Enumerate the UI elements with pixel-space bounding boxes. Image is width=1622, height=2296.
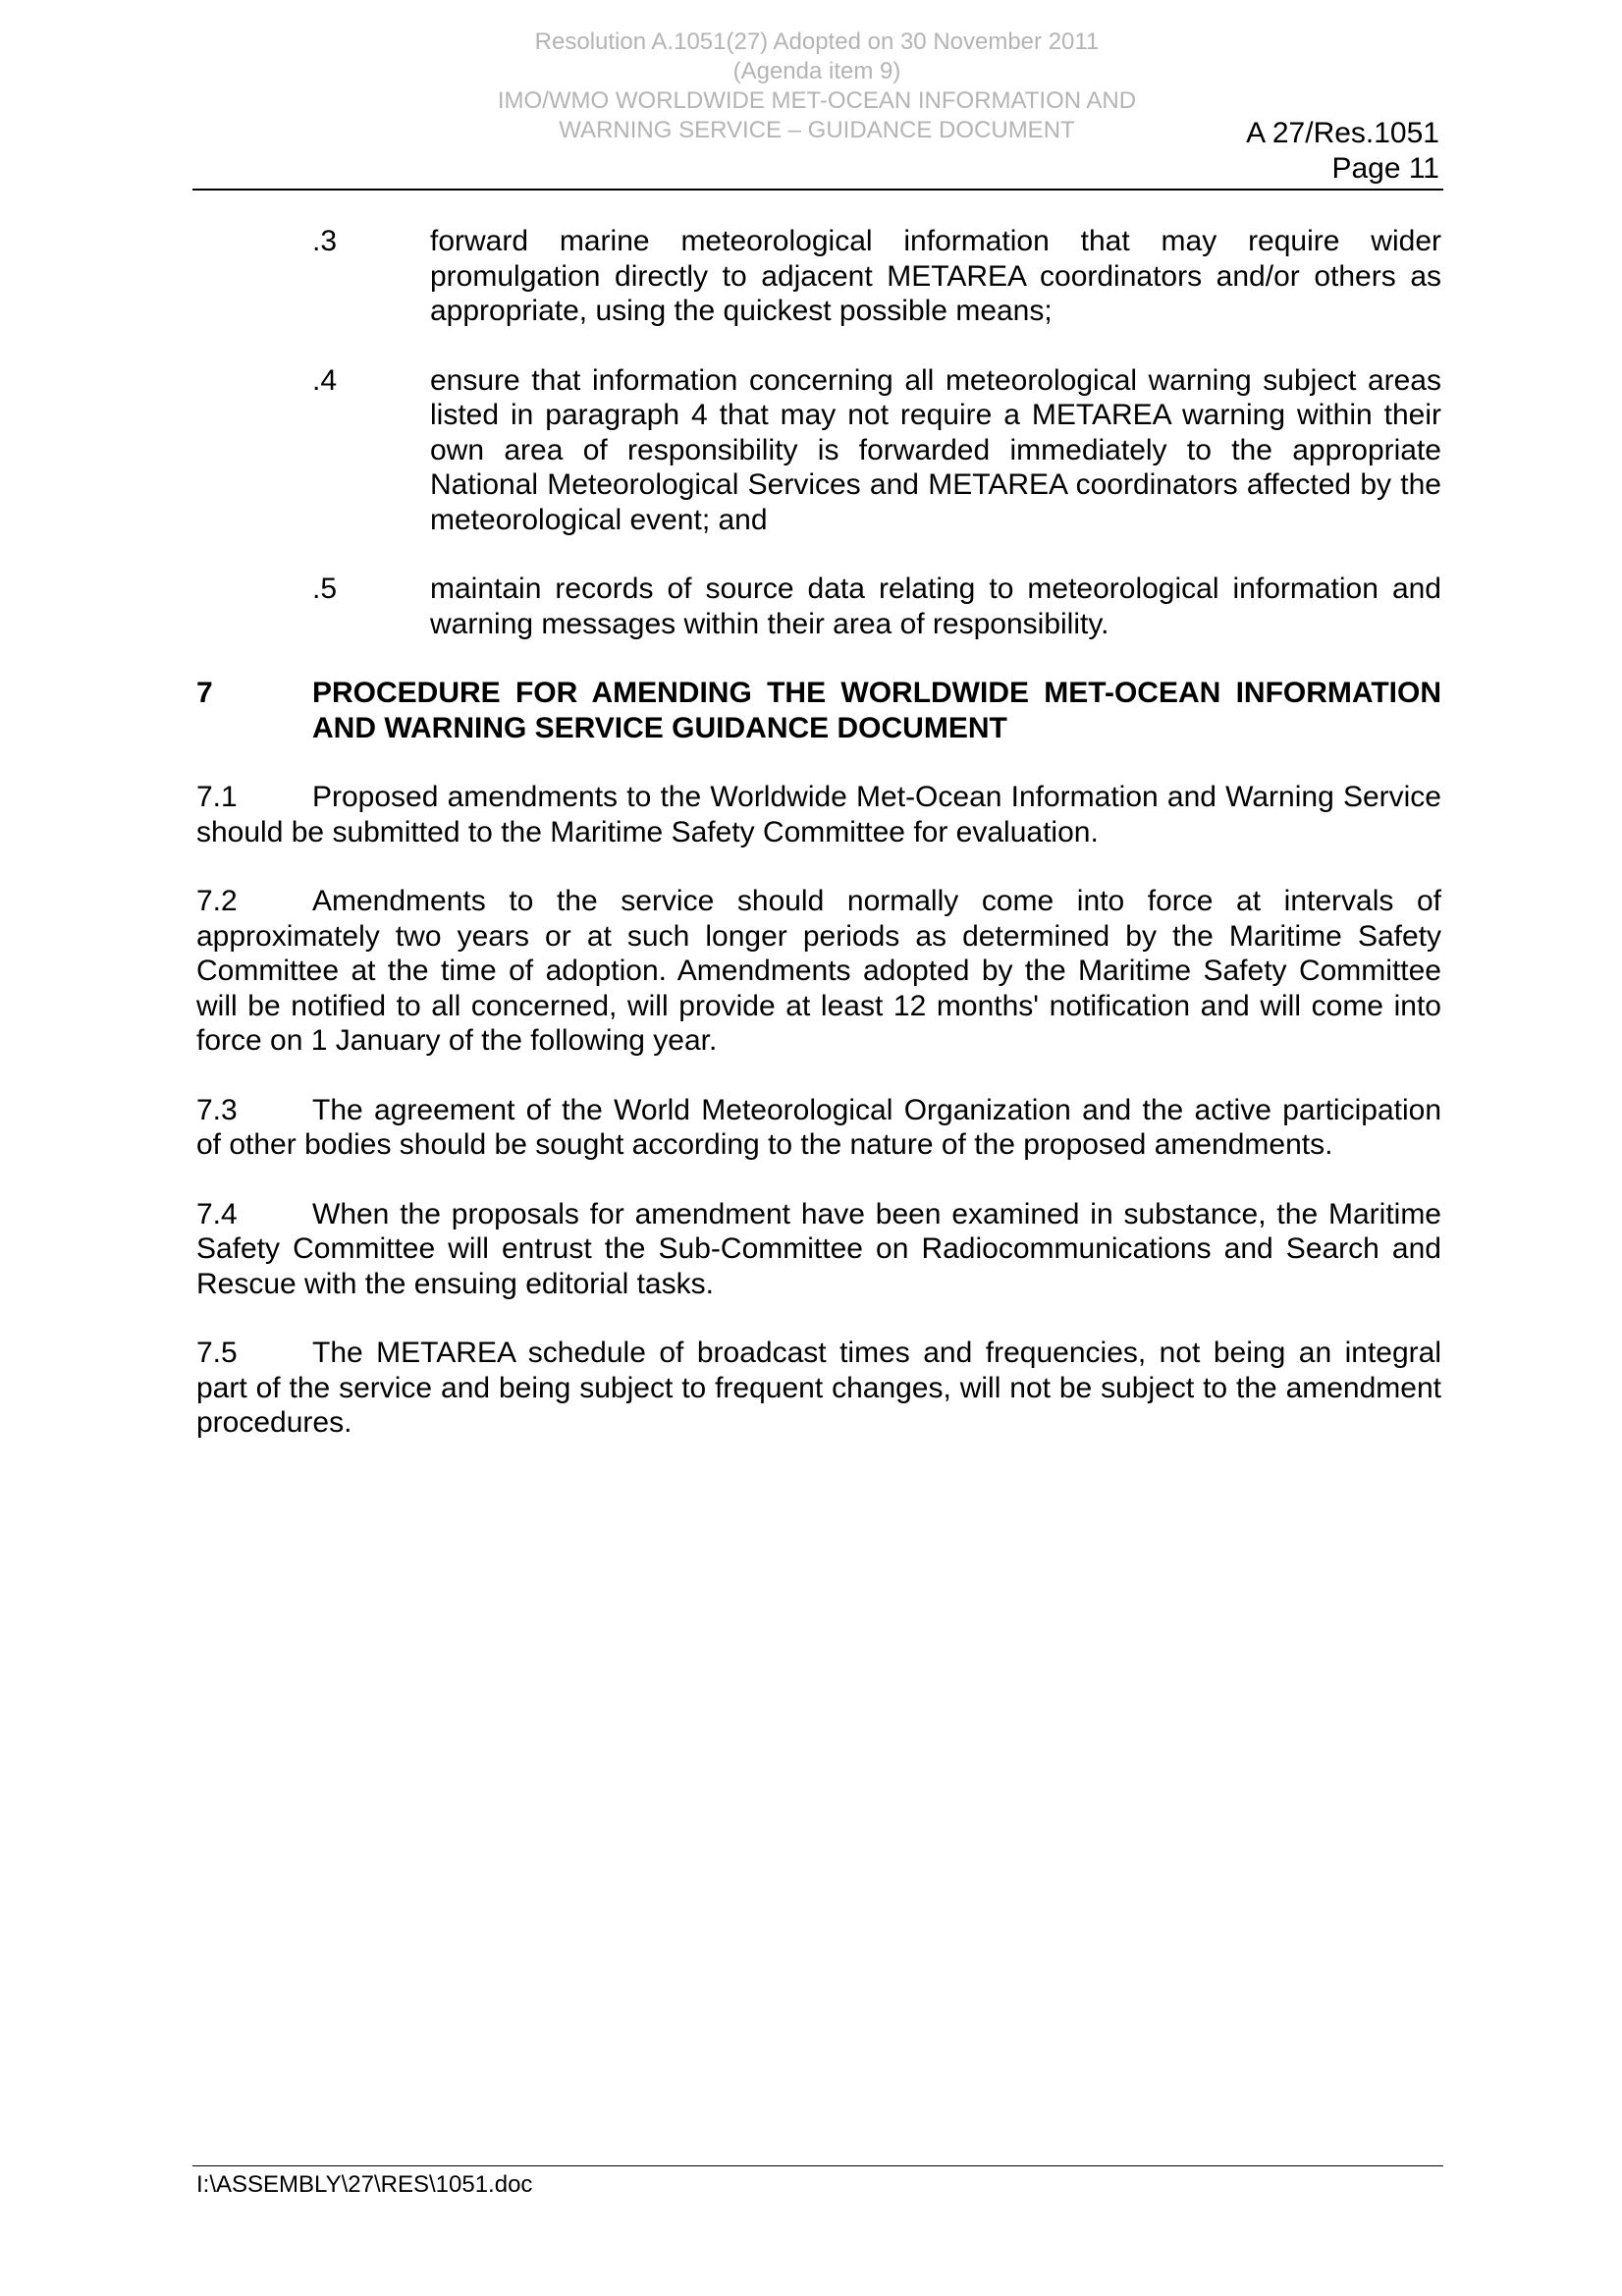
footer-divider xyxy=(192,2165,1443,2166)
paragraph-number: 7.4 xyxy=(196,1197,238,1230)
paragraph xyxy=(196,1336,1441,1441)
sub-item-number: .5 xyxy=(312,573,338,605)
paragraph-text: The agreement of the World Meteorological Organization and the active participation of other bodies should be sought according to the nature of the proposed amendments. xyxy=(196,1093,1441,1161)
sub-item xyxy=(312,224,1441,329)
sub-item-text: forward marine meteorological information that may require wider promulgation directly to adjacent METAREA coordinators and/or others as appropriate, using the quickest possible means; xyxy=(430,225,1441,327)
watermark-line: WARNING SERVICE – GUIDANCE DOCUMENT xyxy=(559,117,1075,143)
sub-item xyxy=(312,572,1441,641)
paragraph xyxy=(196,1197,1441,1302)
paragraph xyxy=(196,884,1441,1059)
footer-file-path: I:\ASSEMBLY\27\RES\1051.doc xyxy=(196,2171,533,2198)
paragraph-text: Proposed amendments to the Worldwide Met-Ocean Information and Warning Service should be submitted to the Maritime Safety Committee for evaluation. xyxy=(196,781,1441,848)
page-number: Page 11 xyxy=(1331,152,1439,185)
sub-item-text: maintain records of source data relating to meteorological information and warning messages within their area of responsibility. xyxy=(430,573,1441,640)
resolution-watermark xyxy=(473,27,1161,145)
paragraph-number: 7.3 xyxy=(196,1093,238,1126)
doc-ref-number: A 27/Res.1051 xyxy=(1246,117,1439,149)
paragraph-number: 7.5 xyxy=(196,1337,238,1369)
sub-item-text: ensure that information concerning all meteorological warning subject areas listed in paragraph 4 that may not require a METAREA warning within their own area of responsibility is forwarded immediately to the appropriate National Meteorological Services and METAREA coordinators affected by the meteorological event; and xyxy=(430,363,1441,536)
section-title: PROCEDURE FOR AMENDING THE WORLDWIDE MET-OCEAN INFORMATION AND WARNING SERVICE GUIDANCE DOCUMENT xyxy=(312,677,1441,744)
sub-item xyxy=(312,363,1441,538)
section-number: 7 xyxy=(196,677,213,709)
watermark-line: (Agenda item 9) xyxy=(732,58,901,84)
watermark-line: IMO/WMO WORLDWIDE MET-OCEAN INFORMATION AND xyxy=(497,87,1137,114)
paragraph-number: 7.1 xyxy=(196,781,238,813)
paragraph xyxy=(196,1093,1441,1163)
watermark-line: Resolution A.1051(27) Adopted on 30 November 2011 xyxy=(534,28,1100,55)
header-divider xyxy=(192,189,1443,191)
sub-item-number: .3 xyxy=(312,225,338,257)
section-heading xyxy=(196,676,1441,745)
paragraph-text: Amendments to the service should normally come into force at intervals of approximately two years or at such longer periods as determined by the Maritime Safety Committee at the time of adoption. Amendments adopted by the Maritime Safety Committee will be notified to all concerned, will provide at least 12 months' notification and will come into force on 1 January of the following year. xyxy=(196,885,1441,1057)
paragraph xyxy=(196,780,1441,849)
paragraph-text: The METAREA schedule of broadcast times and frequencies, not being an integral part of the service and being subject to frequent changes, will not be subject to the amendment procedures. xyxy=(196,1337,1441,1439)
paragraph-number: 7.2 xyxy=(196,885,238,917)
document-reference xyxy=(1246,116,1439,187)
document-body xyxy=(196,224,1441,1475)
paragraph-text: When the proposals for amendment have been examined in substance, the Maritime Safety Committee will entrust the Sub-Committee on Radiocommunications and Search and Rescue with the ensuing editorial tasks. xyxy=(196,1197,1441,1300)
sub-item-number: .4 xyxy=(312,363,338,397)
